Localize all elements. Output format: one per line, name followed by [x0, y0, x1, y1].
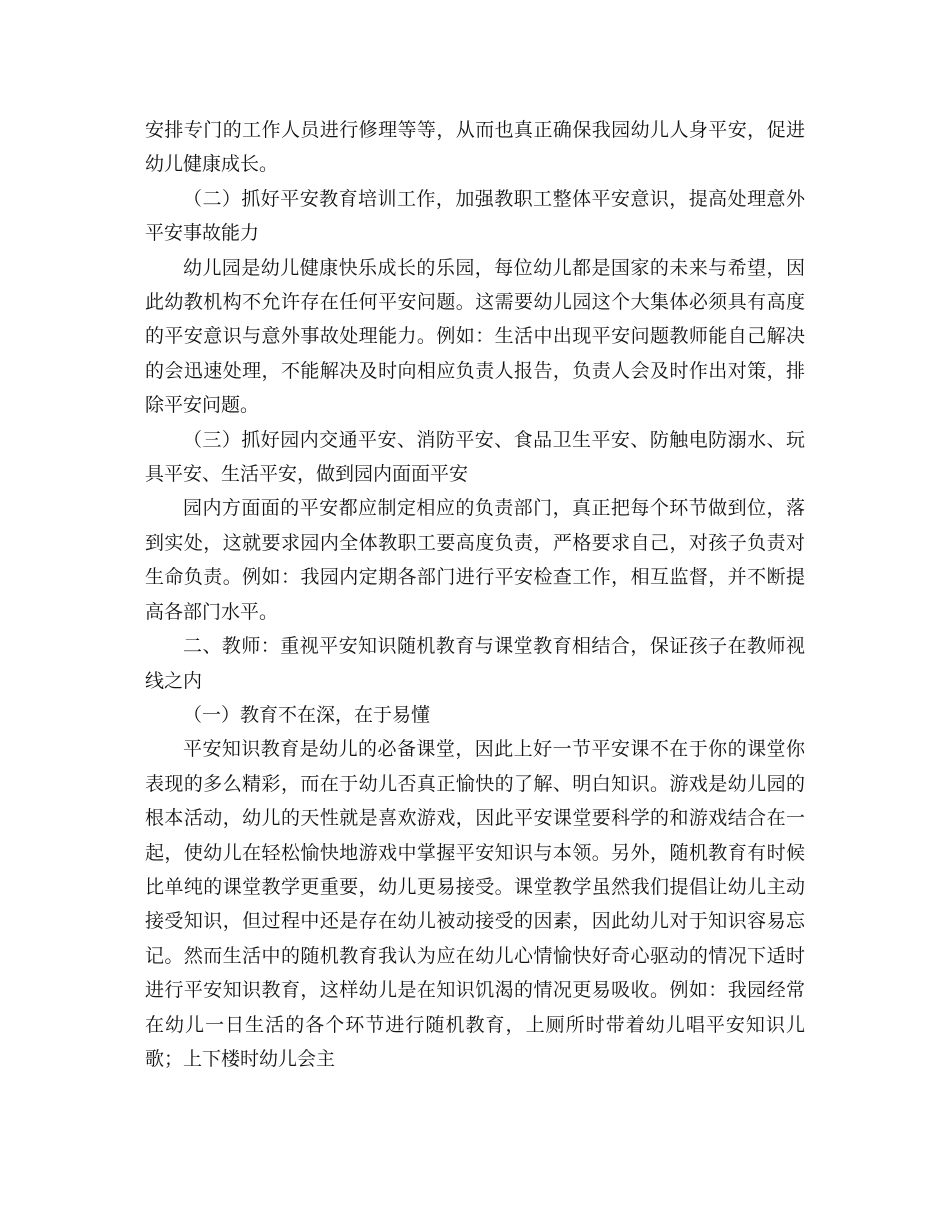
section-heading-2: （二）抓好平安教育培训工作，加强教职工整体平安意识，提高处理意外平安事故能力 [145, 187, 805, 245]
document-body [145, 113, 805, 1076]
subsection-heading-1: （一）教育不在深，在于易懂 [183, 703, 431, 726]
section-heading-3: （三）抓好园内交通平安、消防平安、食品卫生平安、防触电防溺水、玩具平安、生活平安，做到园内面面平安 [145, 428, 805, 486]
paragraph-continuation: 安排专门的工作人员进行修理等等，从而也真正确保我园幼儿人身平安，促进幼儿健康成长。 [145, 119, 805, 176]
paragraph-body: 平安知识教育是幼儿的必备课堂，因此上好一节平安课不在于你的课堂你表现的多么精彩，而在于幼儿否真正愉快的了解、明白知识。游戏是幼儿园的根本活动，幼儿的天性就是喜欢游戏，因此平安课堂要科学的和游戏结合在一起，使幼儿在轻松愉快地游戏中掌握平安知识与本领。另外，随机教育有时候比单纯的课堂教学更重要，幼儿更易接受。课堂教学虽然我们提倡让幼儿主动接受知识，但过程中还是存在幼儿被动接受的因素，因此幼儿对于知识容易忘记。然而生活中的随机教育我认为应在幼儿心情愉快好奇心驱动的情况下适时进行平安知识教育，这样幼儿是在知识饥渴的情况更易吸收。例如：我园经常在幼儿一日生活的各个环节进行随机教育，上厕所时带着幼儿唱平安知识儿歌；上下楼时幼儿会主 [145, 738, 805, 1070]
section-heading-teacher: 二、教师：重视平安知识随机教育与课堂教育相结合，保证孩子在教师视线之内 [145, 635, 805, 692]
paragraph-body: 园内方面面的平安都应制定相应的负责部门，真正把每个环节做到位，落到实处，这就要求园内全体教职工要高度负责，严格要求自己，对孩子负责对生命负责。例如：我园内定期各部门进行平安检查工作，相互监督，并不断提高各部门水平。 [145, 497, 805, 623]
paragraph-body: 幼儿园是幼儿健康快乐成长的乐园，每位幼儿都是国家的未来与希望，因此幼教机构不允许存在任何平安问题。这需要幼儿园这个大集体必须具有高度的平安意识与意外事故处理能力。例如：生活中出现平安问题教师能自己解决的会迅速处理，不能解决及时向相应负责人报告，负责人会及时作出对策，排除平安问题。 [145, 256, 805, 417]
